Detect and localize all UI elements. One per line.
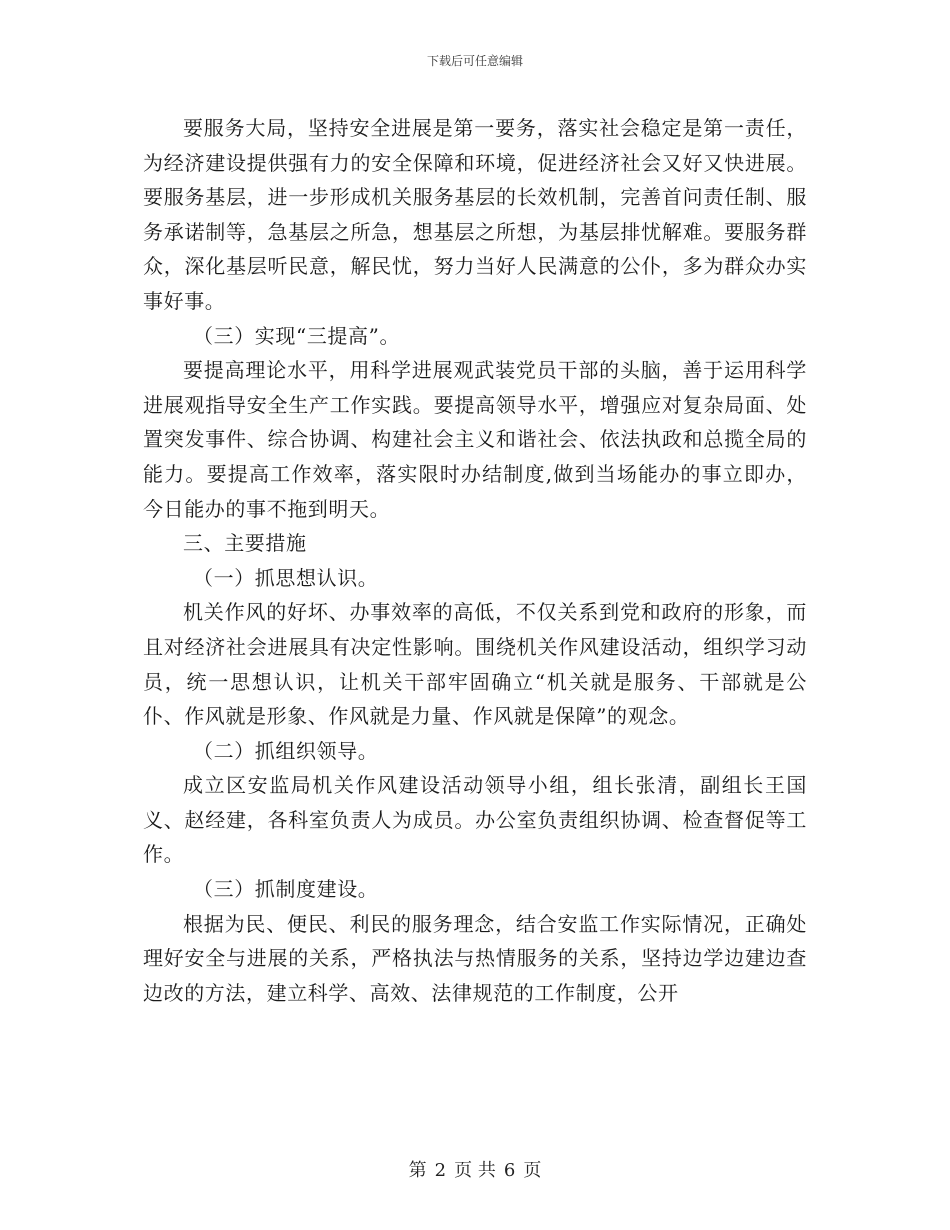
footer-prefix: 第	[408, 1160, 427, 1181]
paragraph-improve: 要提高理论水平，用科学进展观武装党员干部的头脑，善于运用科学进展观指导安全生产工作实践。要提高领导水平，增强应对复杂局面、处置突发事件、综合协调、构建社会主义和谐社会、依法执政和总揽全局的能力。要提高工作效率，落实限时办结制度,做到当场能办的事立即办，今日能办的事不拖到明天。	[143, 358, 807, 521]
heading-thought: （一）抓思想认识。	[193, 565, 379, 590]
paragraph-organization: 成立区安监局机关作风建设活动领导小组，组长张清，副组长王国义、赵经建，各科室负责人为成员。办公室负责组织协调、检查督促等工作。	[143, 773, 807, 867]
footer-suffix: 页	[523, 1160, 542, 1181]
paragraph-system: 根据为民、便民、利民的服务理念，结合安监工作实际情况，正确处理好安全与进展的关系，严格执法与热情服务的关系，坚持边学边建边查边改的方法，建立科学、高效、法律规范的工作制度，公开	[143, 911, 807, 1005]
footer-page-number: 2	[434, 1160, 447, 1181]
heading-three-improvements: （三）实现“三提高”。	[193, 323, 401, 348]
document-body	[143, 111, 807, 1010]
paragraph-serve: 要服务大局，坚持安全进展是第一要务，落实社会稳定是第一责任，为经济建设提供强有力的安全保障和环境，促进经济社会又好又快进展。要服务基层，进一步形成机关服务基层的长效机制，完善首问责任制、服务承诺制等，急基层之所急，想基层之所想，为基层排忧解难。要服务群众，深化基层听民意，解民忧，努力当好人民满意的公仆，多为群众办实事好事。	[143, 116, 807, 313]
page-header-note: 下载后可任意编辑	[426, 54, 523, 68]
page-footer	[0, 1156, 950, 1182]
heading-system: （三）抓制度建设。	[193, 877, 379, 902]
footer-total-pages: 6	[503, 1160, 516, 1181]
footer-mid: 页 共	[454, 1160, 496, 1181]
heading-main-measures: 三、主要措施	[183, 531, 307, 556]
paragraph-thought: 机关作风的好坏、办事效率的高低，不仅关系到党和政府的形象，而且对经济社会进展具有决定性影响。围绕机关作风建设活动，组织学习动员，统一思想认识，让机关干部牢固确立“机关就是服务、干部就是公仆、作风就是形象、作风就是力量、作风就是保障”的观念。	[143, 600, 807, 729]
heading-organization: （二）抓组织领导。	[193, 738, 379, 763]
